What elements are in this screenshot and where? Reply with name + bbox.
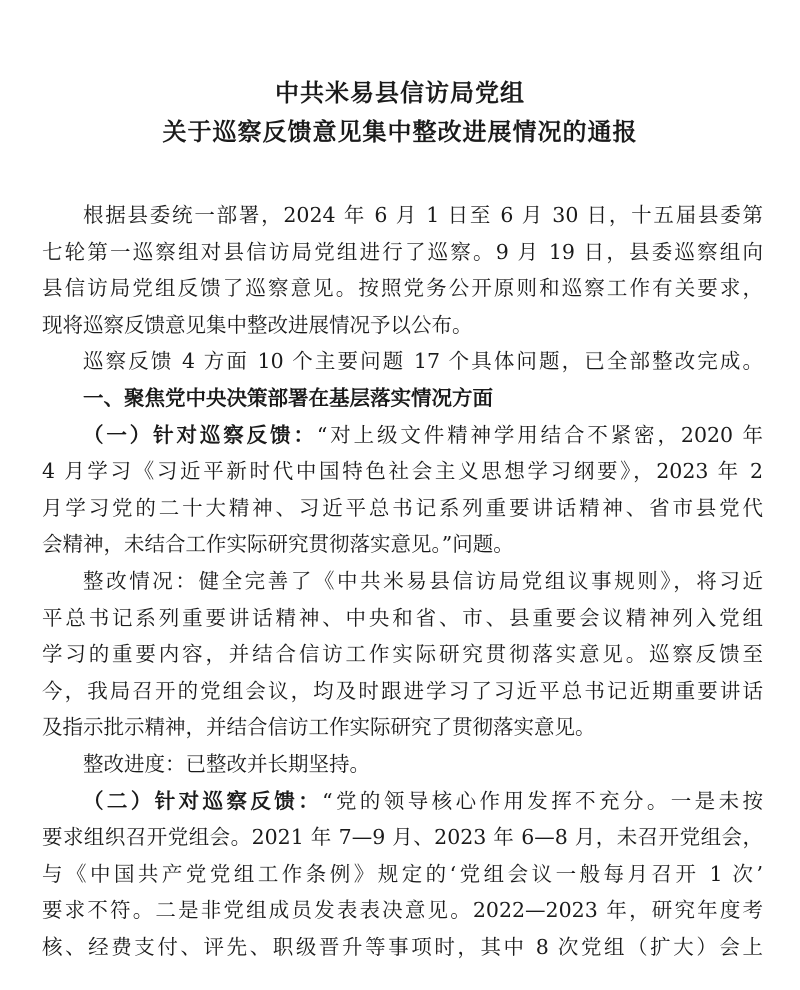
rectify-1-line-2: 平总书记系列重要讲话精神、中央和省、市、县重要会议精神列入党组	[42, 605, 763, 630]
document-body	[42, 197, 764, 965]
paragraph-2: 巡察反馈 4 方面 10 个主要问题 17 个具体问题，已全部整改完成。	[83, 349, 763, 374]
item-1-line-1	[83, 417, 763, 454]
document-title-line-1: 中共米易县信访局党组	[275, 78, 525, 107]
item-1-text-1: “对上级文件精神学用结合不紧密，2020 年	[316, 422, 763, 447]
item-1-label: （一）针对巡察反馈：	[83, 422, 317, 447]
paragraph-1-line-3: 县信访局党组反馈了巡察意见。按照党务公开原则和巡察工作有关要求，	[42, 276, 763, 301]
paragraph-1-line-4: 现将巡察反馈意见集中整改进展情况予以公布。	[42, 312, 473, 337]
item-2-line-3: 与《中国共产党党组工作条例》规定的‘党组会议一般每月召开 1 次’	[42, 861, 763, 886]
paragraph-1-line-1: 根据县委统一部署，2024 年 6 月 1 日至 6 月 30 日，十五届县委第	[83, 203, 763, 227]
item-2-line-1	[83, 783, 763, 820]
item-1-line-2: 4 月学习《习近平新时代中国特色社会主义思想学习纲要》，2023 年 2	[42, 459, 763, 484]
rectify-1-line-3: 学习的重要内容，并结合信访工作实际研究贯彻落实意见。巡察反馈至	[42, 642, 763, 667]
item-2-label: （二）针对巡察反馈：	[83, 788, 323, 813]
rectify-1-line-1: 整改情况：健全完善了《中共米易县信访局党组议事规则》，将习近	[83, 568, 763, 593]
rectify-1-line-4: 今，我局召开的党组会议，均及时跟进学习了习近平总书记近期重要讲话	[42, 678, 763, 703]
rectify-1-line-5: 及指示批示精神，并结合信访工作实际研究了贯彻落实意见。	[42, 715, 596, 740]
document-title-line-2: 关于巡察反馈意见集中整改进展情况的通报	[162, 117, 638, 146]
progress-1: 整改进度：已整改并长期坚持。	[83, 751, 370, 776]
item-1-line-4: 会精神，未结合工作实际研究贯彻落实意见。”问题。	[42, 532, 514, 557]
paragraph-1-line-2: 七轮第一巡察组对县信访局党组进行了巡察。9 月 19 日，县委巡察组向	[42, 239, 763, 264]
item-2-text-1: “党的领导核心作用发挥不充分。一是未按	[322, 788, 764, 813]
item-2-line-2: 要求组织召开党组会。2021 年 7—9 月、2023 年 6—8 月，未召开党组会，	[42, 825, 763, 850]
item-2-line-4: 要求不符。二是非党组成员发表表决意见。2022—2023 年，研究年度考	[42, 898, 763, 923]
item-2-line-5: 核、经费支付、评先、职级晋升等事项时，其中 8 次党组（扩大）会上	[42, 934, 763, 959]
item-1-line-3: 月学习党的二十大精神、习近平总书记系列重要讲话精神、省市县党代	[42, 495, 763, 520]
section-1-heading: 一、聚焦党中央决策部署在基层落实情况方面	[83, 385, 493, 410]
